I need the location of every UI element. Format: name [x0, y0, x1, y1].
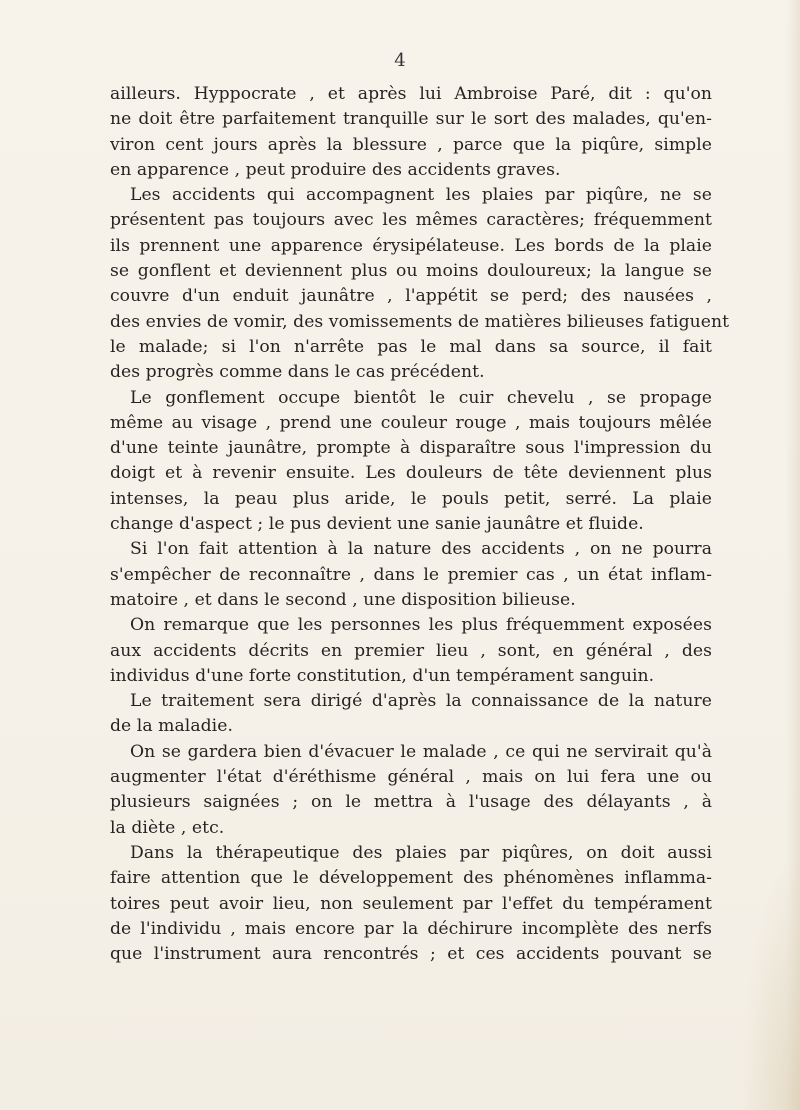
text-line: le malade; si l'on n'arrête pas le mal dans sa source, il fait	[110, 336, 712, 357]
text-line: même au visage , prend une couleur rouge , mais toujours mêlée	[110, 412, 712, 433]
text-line: présentent pas toujours avec les mêmes caractères; fréquemment	[110, 210, 712, 231]
text-line: ils prennent une apparence érysipélateuse. Les bords de la plaie	[110, 235, 712, 256]
text-line: de l'individu , mais encore par la déchirure incomplète des nerfs	[110, 918, 712, 939]
text-line: en apparence , peut produire des accidents graves.	[110, 159, 561, 180]
body-text	[110, 82, 730, 967]
text-line: Les accidents qui accompagnent les plaies par piqûre, ne se	[130, 185, 712, 206]
page-corner-stain	[740, 850, 800, 1110]
text-line: viron cent jours après la blessure , parce que la piqûre, simple	[110, 134, 712, 155]
text-line: d'une teinte jaunâtre, prompte à disparaître sous l'impression du	[110, 438, 712, 459]
text-line: Le traitement sera dirigé d'après la connaissance de la nature	[130, 691, 712, 712]
text-line: couvre d'un enduit jaunâtre , l'appétit se perd; des nausées ,	[110, 286, 712, 307]
text-line: plusieurs saignées ; on le mettra à l'usage des délayants , à	[110, 792, 712, 813]
text-line: doigt et à revenir ensuite. Les douleurs de tête deviennent plus	[110, 463, 712, 484]
text-line: s'empêcher de reconnaître , dans le premier cas , un état inflam-	[110, 564, 712, 585]
text-line: que l'instrument aura rencontrés ; et ces accidents pouvant se	[110, 944, 712, 965]
text-line: ailleurs. Hyppocrate , et après lui Ambroise Paré, dit : qu'on	[110, 84, 712, 104]
text-line: change d'aspect ; le pus devient une sanie jaunâtre et fluide.	[110, 514, 644, 535]
text-line: faire attention que le développement des phénomènes inflamma-	[110, 868, 712, 889]
text-line: matoire , et dans le second , une disposition bilieuse.	[110, 589, 576, 610]
text-line: On remarque que les personnes les plus fréquemment exposées	[130, 615, 712, 636]
text-line: des envies de vomir, des vomissements de matières bilieuses fatiguent	[110, 311, 730, 332]
text-line: individus d'une forte constitution, d'un tempérament sanguin.	[110, 665, 655, 686]
text-line: se gonflent et deviennent plus ou moins douloureux; la langue se	[110, 261, 712, 282]
text-line: Si l'on fait attention à la nature des accidents , on ne pourra	[130, 539, 712, 560]
text-line: augmenter l'état d'éréthisme général , mais on lui fera une ou	[110, 767, 712, 788]
text-line: aux accidents décrits en premier lieu , sont, en général , des	[110, 640, 712, 661]
text-line: toires peut avoir lieu, non seulement par l'effet du tempérament	[110, 893, 712, 914]
text-line: des progrès comme dans le cas précédent.	[110, 362, 485, 383]
text-line: Le gonflement occupe bientôt le cuir chevelu , se propage	[130, 387, 712, 408]
text-line: Dans la thérapeutique des plaies par piqûres, on doit aussi	[130, 842, 712, 863]
text-line: la diète , etc.	[110, 817, 225, 838]
text-line: de la maladie.	[110, 716, 233, 737]
text-line: On se gardera bien d'évacuer le malade , ce qui ne servirait qu'à	[130, 741, 712, 762]
text-line: ne doit être parfaitement tranquille sur le sort des malades, qu'en-	[110, 109, 712, 130]
page-number: 4	[394, 50, 406, 71]
text-line: intenses, la peau plus aride, le pouls petit, serré. La plaie	[110, 488, 712, 509]
